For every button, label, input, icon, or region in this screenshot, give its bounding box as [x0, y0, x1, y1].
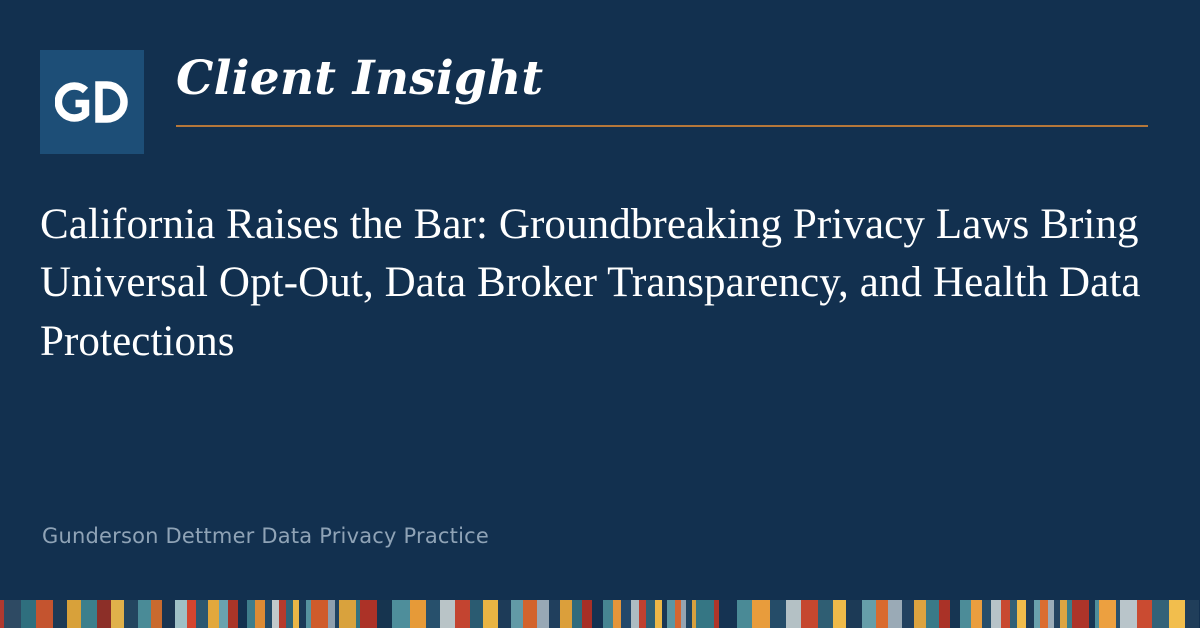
stripe-segment [801, 600, 818, 628]
stripe-segment [1099, 600, 1116, 628]
stripe-segment [960, 600, 971, 628]
brand-block [176, 50, 1148, 127]
stripe-segment [950, 600, 960, 628]
brand-title: Client Insight [176, 51, 544, 106]
header-divider [176, 125, 1148, 127]
stripe-segment [339, 600, 356, 628]
page-title: California Raises the Bar: Groundbreaking Privacy Laws Bring Universal Opt-Out, Data Broker Transparency, and Health Data Protections [40, 201, 1141, 365]
stripe-segment [621, 600, 631, 628]
stripe-segment [818, 600, 833, 628]
stripe-segment [377, 600, 393, 628]
stripe-segment [846, 600, 862, 628]
stripe-segment [426, 600, 440, 628]
stripe-segment [523, 600, 537, 628]
stripe-segment [247, 600, 255, 628]
stripe-segment [138, 600, 151, 628]
stripe-segment [667, 600, 675, 628]
stripe-segment [228, 600, 239, 628]
stripe-segment [1072, 600, 1090, 628]
stripe-segment [603, 600, 613, 628]
stripe-segment [1001, 600, 1010, 628]
stripe-segment [549, 600, 560, 628]
stripe-segment [196, 600, 208, 628]
stripe-segment [1169, 600, 1185, 628]
stripe-segment [162, 600, 175, 628]
stripe-segment [410, 600, 426, 628]
stripe-segment [265, 600, 273, 628]
stripe-segment [613, 600, 621, 628]
stripe-segment [311, 600, 329, 628]
stripe-segment [455, 600, 470, 628]
stripe-segment [124, 600, 138, 628]
stripe-segment [1152, 600, 1170, 628]
practice-group-label: Gunderson Dettmer Data Privacy Practice [42, 524, 489, 548]
stripe-segment [939, 600, 950, 628]
stripe-segment [719, 600, 737, 628]
stripe-segment [991, 600, 1002, 628]
stripe-segment [1017, 600, 1027, 628]
stripe-segment [982, 600, 991, 628]
stripe-segment [537, 600, 549, 628]
stripe-segment [655, 600, 662, 628]
stripe-segment [67, 600, 81, 628]
stripe-segment [470, 600, 483, 628]
stripe-segment [1137, 600, 1152, 628]
stripe-segment [21, 600, 36, 628]
stripe-segment [560, 600, 572, 628]
stripe-segment [498, 600, 511, 628]
stripe-segment [582, 600, 592, 628]
stripe-segment [639, 600, 646, 628]
stripe-segment [279, 600, 287, 628]
stripe-segment [926, 600, 939, 628]
stripe-segment [770, 600, 787, 628]
stripe-segment [392, 600, 410, 628]
stripe-segment [4, 600, 21, 628]
stripe-segment [786, 600, 801, 628]
stripe-segment [1040, 600, 1048, 628]
stripe-segment [255, 600, 265, 628]
stripe-segment [238, 600, 247, 628]
stripe-segment [631, 600, 640, 628]
stripe-segment [696, 600, 714, 628]
stripe-segment [572, 600, 583, 628]
stripe-segment [737, 600, 753, 628]
stripe-segment [360, 600, 377, 628]
stripe-segment [208, 600, 219, 628]
stripe-segment [914, 600, 925, 628]
stripe-segment [902, 600, 914, 628]
stripe-segment [440, 600, 456, 628]
stripe-segment [151, 600, 162, 628]
stripe-segment [1120, 600, 1137, 628]
stripe-segment [752, 600, 770, 628]
stripe-segment [36, 600, 53, 628]
stripe-segment [862, 600, 876, 628]
stripe-segment [187, 600, 197, 628]
stripe-segment [888, 600, 902, 628]
stripe-segment [592, 600, 603, 628]
stripe-segment [286, 600, 293, 628]
stripe-segment [1185, 600, 1199, 628]
stripe-segment [833, 600, 846, 628]
stripe-segment [1026, 600, 1034, 628]
stripe-segment [876, 600, 888, 628]
stripe-segment [219, 600, 228, 628]
stripe-segment [511, 600, 522, 628]
decorative-stripe-bar [0, 600, 1200, 628]
gd-monogram-icon [40, 50, 144, 154]
stripe-segment [299, 600, 306, 628]
stripe-segment [111, 600, 123, 628]
stripe-segment [1060, 600, 1067, 628]
stripe-segment [646, 600, 655, 628]
stripe-segment [1010, 600, 1017, 628]
card-header [40, 50, 1148, 154]
stripe-segment [175, 600, 186, 628]
stripe-segment [483, 600, 498, 628]
stripe-segment [971, 600, 982, 628]
stripe-segment [53, 600, 68, 628]
stripe-segment [81, 600, 97, 628]
stripe-segment [97, 600, 111, 628]
